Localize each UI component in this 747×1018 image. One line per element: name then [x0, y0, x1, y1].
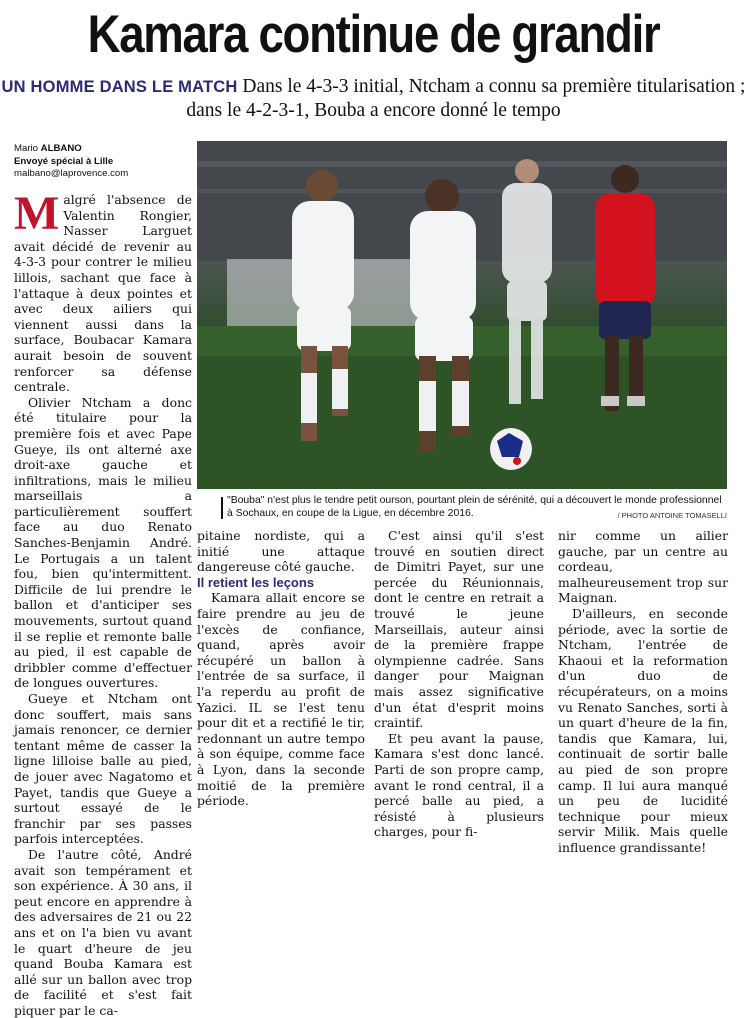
author-name [14, 143, 128, 156]
deck-text: Dans le 4-3-3 initial, Ntcham a connu sa première titularisation ; dans le 4-2-3-1, Bouba a encore donné le tempo [186, 76, 746, 121]
column-2 [197, 528, 365, 809]
subhead: Il retient les leçons [197, 574, 315, 590]
paragraph-3: Gueye et Ntcham ont donc souffert, mais sans jamais renoncer, ce dernier tentant même de casser la ligne lilloise balle au pied, de jouer avec Nagatomo et Payet, tandis que Gueye a surtout essayé de le franchir par ses passes parfois interceptées. [14, 691, 192, 847]
match-photo [197, 141, 727, 489]
photo-illustration [197, 141, 727, 489]
author-role: Envoyé spécial à Lille [14, 155, 114, 167]
caption-marker [221, 497, 223, 519]
paragraph-9: nir comme un ailier gauche, par un centre au cordeau, malheureusement trop sur Maignan. [558, 528, 728, 606]
column-4 [558, 528, 728, 855]
paragraph-2: Olivier Ntcham a donc été titulaire pour la première fois et avec Pape Gueye, ils ont alterné axe droit-axe gauche et infiltrations, mais le milieu marseillais a particulièrement souffert face au duo Renato Sanches-Benjamin André. Le Portugais a un talent fou, bien qu'intermittent. Difficile de lui prendre le ballon et d'anticiper ses mouvements, surtout quand il se replie et remonte balle au pied, il est capable de dribbler comme d'effectuer de longues ouvertures. [14, 394, 192, 691]
author-email[interactable]: malbano@laprovence.com [14, 168, 129, 179]
deck [0, 75, 747, 123]
paragraph-7: C'est ainsi qu'il s'est trouvé en soutien direct de Dimitri Payet, sur une percée du Réunionnais, dont le centre en retrait a trouvé le jeune Marseillais, auteur ainsi de la première frappe olympienne cadrée. Sans danger pour Maignan mais assez significative d'un état d'esprit moins craintif. [374, 528, 544, 731]
headline: Kamara continue de grandir [87, 5, 660, 64]
dropcap: M [14, 187, 60, 240]
paragraph-5: pitaine nordiste, qui a initié une attaque dangereuse côté gauche. [197, 528, 365, 575]
paragraph-6: Kamara allait encore se faire prendre au jeu de l'excès de confiance, quand, après avoir récupéré un ballon à l'entrée de sa surface, il l'a reperdu au profit de Yazici. IL se l'est tenu pour dit et a rectifié le tir, redonnant un autre tempo à son équipe, comme face à Lyon, dans la seconde moitié de la première période. [197, 590, 365, 809]
byline [14, 143, 128, 181]
photo-caption: "Bouba" n'est plus le tendre petit ourson, pourtant plein de sérénité, qui a découvert le monde professionnel à Sochaux, en coupe de la Ligue, en décembre 2016. [227, 495, 722, 519]
ball [490, 428, 532, 470]
paragraph-10: D'ailleurs, en seconde période, avec la sortie de Ntcham, l'entrée de Khaoui et la reformation d'un duo de récupérateurs, on a moins vu Renato Sanches, sorti à un quart d'heure de la fin, tandis que Kamara, lui, continuait de sortir balle au pied de son propre camp. Il lui aura manqué un peu de lucidité technique pour mieux servir Milik. Mais quelle influence grandissante! [558, 605, 728, 855]
author-first-name: Mario [14, 143, 38, 154]
paragraph-1-text: algré l'absence de Valentin Rongier, Nasser Larguet avait décidé de revenir au 4-3-3 pour contrer le milieu lillois, sachant que face à l'attaque à deux pointes et avec deux ailiers qui viennent aussi dans la surface, Boubacar Kamara aurait besoin de souvent renforcer sa défense centrale. [14, 192, 192, 395]
paragraph-1 [14, 187, 192, 395]
column-3 [374, 528, 544, 840]
column-1 [14, 187, 192, 1018]
author-last-name: ALBANO [40, 143, 82, 154]
paragraph-4: De l'autre côté, André avait son tempérament et son expérience. À 30 ans, il peut encore en apprendre à des adversaires de 21 ou 22 ans et on l'a bien vu avant le quart d'heure de jeu quand Bouba Kamara est allé sur un ballon avec trop de facilité et s'est fait piquer par le ca- [14, 846, 192, 1018]
paragraph-8: Et peu avant la pause, Kamara s'est donc lancé. Parti de son propre camp, avant le rond central, il a percé balle au pied, a résisté à plusieurs charges, pour fi- [374, 730, 544, 840]
photo-credit: / PHOTO ANTOINE TOMASELLI [617, 511, 727, 520]
deck-kicker: UN HOMME DANS LE MATCH [1, 78, 238, 96]
